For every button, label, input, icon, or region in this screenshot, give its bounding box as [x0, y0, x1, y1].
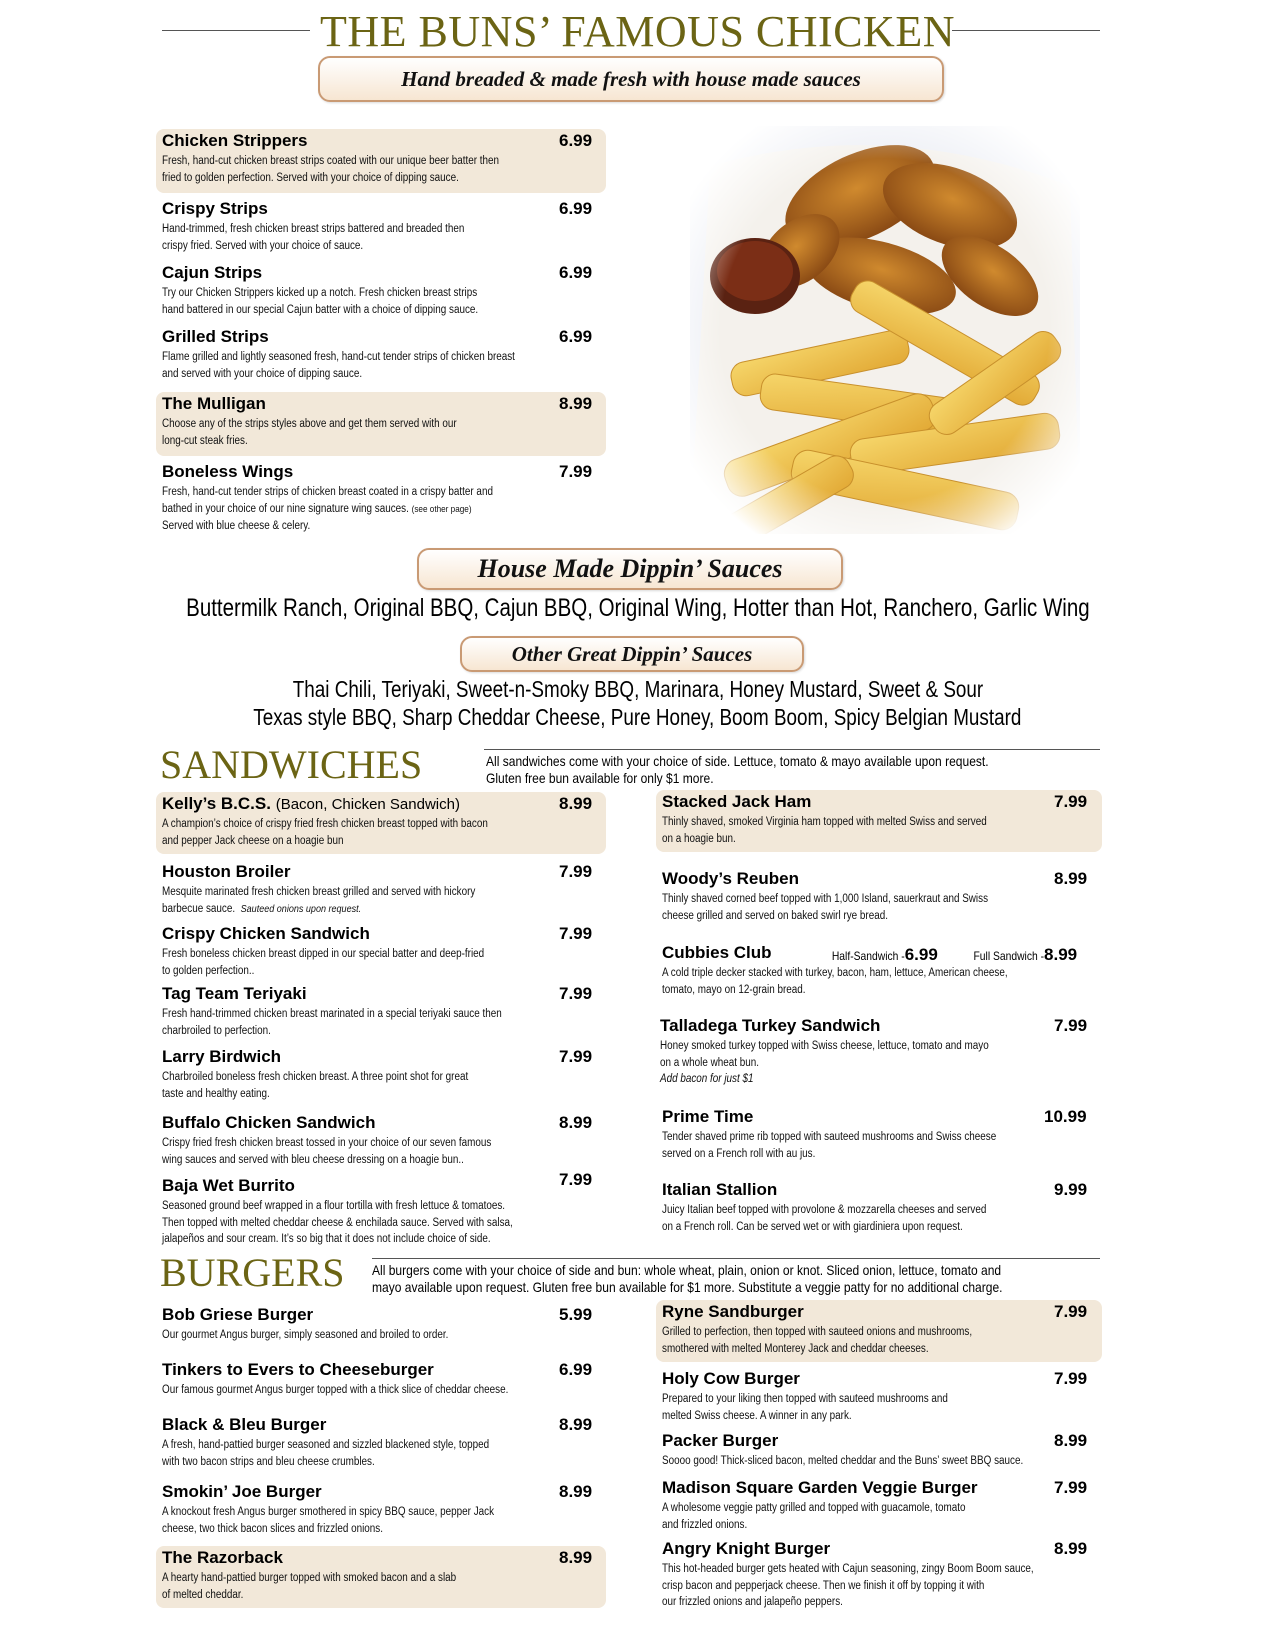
item-description: Our gourmet Angus burger, simply seasoned and broiled to order.: [162, 1329, 449, 1341]
item-name: Madison Square Garden Veggie Burger: [662, 1478, 978, 1497]
item-description: Hand-trimmed, fresh chicken breast strips battered and breaded then crispy fried. Served with your choice of sauce.: [162, 223, 465, 252]
item-name: Prime Time: [662, 1107, 754, 1126]
menu-item-woodys-reuben: [656, 867, 1102, 925]
house-sauces-banner: [417, 548, 843, 590]
menu-item-the-mulligan: [156, 392, 606, 456]
item-price: 6.99: [559, 1360, 593, 1379]
item-description: This hot-headed burger gets heated with Cajun seasoning, zingy Boom Boom sauce, crisp bacon and pepperjack cheese. Then we finish it off by topping it with our frizzled onions and jalapeño peppers.: [662, 1563, 1034, 1608]
item-description: Prepared to your liking then topped with sauteed mushrooms and melted Swiss cheese. A winner in any park.: [662, 1393, 948, 1422]
item-description: Juicy Italian beef topped with provolone & mozzarella cheeses and served on a French roll. Can be served wet or with giardiniera upon request.: [662, 1204, 987, 1233]
item-description: Thinly shaved, smoked Virginia ham topped with melted Swiss and served on a hoagie bun.: [662, 816, 987, 845]
item-price: 7.99: [559, 862, 593, 881]
menu-item-cajun-strips: [156, 261, 606, 321]
item-price: 7.99: [1054, 1369, 1088, 1388]
item-price: 5.99: [559, 1305, 593, 1324]
item-description: A knockout fresh Angus burger smothered in spicy BBQ sauce, pepper Jack cheese, two thick bacon slices and frizzled onions.: [162, 1506, 495, 1535]
item-name: Tinkers to Evers to Cheeseburger: [162, 1360, 434, 1379]
item-description: Seasoned ground beef wrapped in a flour tortilla with fresh lettuce & tomatoes. Then topped with melted cheddar cheese & enchilada sauce. Served with salsa, jalapeños and sour cream. It’s so big that it does not include choice of side.: [162, 1200, 513, 1245]
other-sauces-title: Other Great Dippin’ Sauces: [511, 642, 753, 666]
menu-item-larry-birdwich: [156, 1045, 606, 1103]
burgers-rule: [372, 1258, 1100, 1259]
menu-item-black-bleu-burger: [156, 1413, 606, 1471]
item-name: Kelly’s B.C.S. (Bacon, Chicken Sandwich): [162, 794, 460, 813]
item-name: The Razorback: [162, 1548, 283, 1567]
item-description: Try our Chicken Strippers kicked up a notch. Fresh chicken breast strips hand battered in our special Cajun batter with a choice of dipping sauce.: [162, 287, 479, 316]
item-price: 10.99: [1044, 1107, 1087, 1126]
item-price: 8.99: [559, 794, 593, 813]
item-description: Mesquite marinated fresh chicken breast grilled and served with hickory barbecue sauce. Sauteed onions upon request.: [162, 886, 476, 915]
half-sandwich-price: Half-Sandwich -6.99: [831, 945, 938, 964]
item-description: A fresh, hand-pattied burger seasoned and sizzled blackened style, topped with two bacon strips and bleu cheese crumbles.: [162, 1439, 490, 1468]
menu-item-madison-square-garden-veggie-burger: [656, 1476, 1102, 1534]
item-name: Larry Birdwich: [162, 1047, 282, 1066]
item-name: Smokin’ Joe Burger: [162, 1482, 322, 1501]
item-description: Our famous gourmet Angus burger topped with a thick slice of cheddar cheese.: [162, 1384, 509, 1396]
item-description: Crispy fried fresh chicken breast tossed in your choice of our seven famous wing sauces and served with bleu cheese dressing on a hoagie bun..: [162, 1137, 492, 1166]
page-title: THE BUNS’ FAMOUS CHICKEN: [320, 7, 955, 56]
item-price: 8.99: [559, 1548, 593, 1567]
item-price: 9.99: [1054, 1180, 1088, 1199]
item-description: Grilled to perfection, then topped with sauteed onions and mushrooms, smothered with melted Monterey Jack and cheddar cheeses.: [662, 1326, 973, 1355]
item-name: Packer Burger: [662, 1431, 779, 1450]
item-name: The Mulligan: [162, 394, 266, 413]
item-name: Cajun Strips: [162, 263, 263, 282]
item-price: 7.99: [559, 462, 593, 481]
item-description: Charbroiled boneless fresh chicken breast. A three point shot for great taste and healthy eating.: [162, 1071, 469, 1100]
menu-item-cubbies-club: [656, 941, 1102, 999]
menu-item-boneless-wings: [156, 460, 606, 536]
house-sauces-list: Buttermilk Ranch, Original BBQ, Cajun BBQ, Original Wing, Hotter than Hot, Ranchero, Garlic Wing: [185, 594, 1090, 622]
item-description: A cold triple decker stacked with turkey, bacon, ham, lettuce, American cheese, tomato, mayo on 12-grain bread.: [662, 967, 1008, 996]
item-name: Tag Team Teriyaki: [162, 984, 307, 1003]
menu-item-baja-wet-burrito: [156, 1170, 606, 1250]
item-name: Black & Bleu Burger: [162, 1415, 327, 1434]
item-description: Fresh, hand-cut chicken breast strips coated with our unique beer batter then fried to golden perfection. Served with your choice of dipping sauce.: [162, 155, 499, 184]
burgers-note: All burgers come with your choice of side and bun: whole wheat, plain, onion or knot. Sliced onion, lettuce, tomato and mayo available upon request. Gluten free bun available for $1 more. Substitute a veggie patty for no additional charge.: [372, 1262, 1003, 1295]
item-price: 8.99: [559, 1482, 593, 1501]
item-description: Honey smoked turkey topped with Swiss cheese, lettuce, tomato and mayo on a whole wheat bun. Add bacon for just $1: [660, 1040, 989, 1085]
item-price: 7.99: [559, 1047, 593, 1066]
menu-item-holy-cow-burger: [656, 1367, 1102, 1425]
item-name: Crispy Strips: [162, 199, 268, 218]
item-price: 7.99: [559, 1170, 593, 1189]
item-name: Buffalo Chicken Sandwich: [162, 1113, 376, 1132]
item-price: 8.99: [559, 1113, 593, 1132]
menu-item-tinkers-cheeseburger: [156, 1358, 606, 1402]
menu-item-italian-stallion: [656, 1178, 1102, 1236]
item-price: 6.99: [559, 263, 593, 282]
item-name: Cubbies Club: [662, 943, 772, 962]
menu-item-ryne-sandburger: [656, 1300, 1102, 1362]
item-description: Choose any of the strips styles above and get them served with our long-cut steak fries.: [162, 418, 457, 447]
item-name: Italian Stallion: [662, 1180, 778, 1199]
other-sauces-list-2: Texas style BBQ, Sharp Cheddar Cheese, Pure Honey, Boom Boom, Spicy Belgian Mustard: [253, 704, 1022, 730]
menu-item-smokin-joe-burger: [156, 1480, 606, 1538]
item-price: 6.99: [559, 327, 593, 346]
item-description: Soooo good! Thick-sliced bacon, melted cheddar and the Buns’ sweet BBQ sauce.: [662, 1455, 1024, 1467]
menu-item-crispy-strips: [156, 197, 606, 257]
item-name: Grilled Strips: [162, 327, 269, 346]
item-price: 6.99: [559, 131, 593, 150]
item-name: Stacked Jack Ham: [662, 792, 812, 811]
sandwiches-title: SANDWICHES: [160, 742, 423, 787]
item-name: Bob Griese Burger: [162, 1305, 314, 1324]
item-description: Fresh boneless chicken breast dipped in our special batter and deep-fried to golden perfection..: [162, 948, 485, 977]
item-price: 8.99: [1054, 1431, 1088, 1450]
item-price: 8.99: [1054, 869, 1088, 888]
menu-item-stacked-jack-ham: [656, 790, 1102, 852]
item-name: Crispy Chicken Sandwich: [162, 924, 370, 943]
other-sauces-banner: [460, 636, 804, 672]
item-price: 8.99: [559, 1415, 593, 1434]
item-description: Flame grilled and lightly seasoned fresh, hand-cut tender strips of chicken breast and served with your choice of dipping sauce.: [162, 351, 515, 380]
menu-item-angry-knight-burger: [656, 1537, 1102, 1613]
tagline-banner: [318, 56, 944, 102]
item-description: Fresh hand-trimmed chicken breast marinated in a special teriyaki sauce then charbroiled to perfection.: [162, 1008, 502, 1037]
item-description: A wholesome veggie patty grilled and topped with guacamole, tomato and frizzled onions.: [662, 1502, 966, 1531]
menu-item-the-razorback: [156, 1546, 606, 1608]
item-name: Baja Wet Burrito: [162, 1176, 295, 1195]
menu-item-chicken-strippers: [156, 129, 606, 193]
item-name: Angry Knight Burger: [662, 1539, 831, 1558]
menu-item-packer-burger: [656, 1429, 1102, 1473]
item-name: Woody’s Reuben: [662, 869, 799, 888]
item-name: Houston Broiler: [162, 862, 291, 881]
item-description: Fresh, hand-cut tender strips of chicken breast coated in a crispy batter and bathed in your choice of our nine signature wing sauces. (see other page) Served with blue cheese & celery.: [162, 486, 493, 532]
house-sauces-title: House Made Dippin’ Sauces: [477, 554, 783, 583]
sandwiches-note: All sandwiches come with your choice of side. Lettuce, tomato & mayo available upon request. Gluten free bun available for only $1 more.: [486, 753, 989, 786]
sandwiches-rule: [484, 749, 1100, 750]
item-name: Holy Cow Burger: [662, 1369, 800, 1388]
item-price: 7.99: [1054, 1302, 1088, 1321]
item-price: 6.99: [559, 199, 593, 218]
menu-item-kellys-bcs: [156, 792, 606, 854]
item-price: 7.99: [1054, 1016, 1088, 1035]
tagline-text: Hand breaded & made fresh with house made sauces: [401, 67, 861, 91]
item-description: A champion’s choice of crispy fried fresh chicken breast topped with bacon and pepper Jack cheese on a hoagie bun: [162, 818, 488, 847]
menu-item-grilled-strips: [156, 325, 606, 385]
menu-item-talladega-turkey-sandwich: [654, 1014, 1102, 1090]
menu-item-bob-griese-burger: [156, 1303, 606, 1347]
item-description: A hearty hand-pattied burger topped with smoked bacon and a slab of melted cheddar.: [162, 1572, 457, 1601]
item-price: 7.99: [1054, 1478, 1088, 1497]
item-price: 7.99: [559, 984, 593, 1003]
item-price: 7.99: [559, 924, 593, 943]
chicken-strips-and-fries-photo: [690, 126, 1080, 534]
item-name: Boneless Wings: [162, 462, 294, 481]
item-price: 7.99: [1054, 792, 1088, 811]
item-description: Thinly shaved corned beef topped with 1,000 Island, sauerkraut and Swiss cheese grilled and served on baked swirl rye bread.: [662, 893, 989, 922]
item-name: Chicken Strippers: [162, 131, 308, 150]
menu-item-prime-time: [656, 1105, 1102, 1163]
other-sauces-list-1: Thai Chili, Teriyaki, Sweet-n-Smoky BBQ, Marinara, Honey Mustard, Sweet & Sour: [292, 676, 983, 702]
full-sandwich-price: Full Sandwich -8.99: [973, 945, 1078, 964]
menu-item-houston-broiler: [156, 860, 606, 918]
menu-item-crispy-chicken-sandwich: [156, 922, 606, 980]
item-price: 8.99: [1054, 1539, 1088, 1558]
menu-item-buffalo-chicken-sandwich: [156, 1111, 606, 1169]
item-name: Talladega Turkey Sandwich: [660, 1016, 881, 1035]
item-price: 8.99: [559, 394, 593, 413]
item-name: Ryne Sandburger: [662, 1302, 804, 1321]
item-description: Tender shaved prime rib topped with sauteed mushrooms and Swiss cheese served on a French roll with au jus.: [662, 1131, 997, 1160]
burgers-title: BURGERS: [160, 1250, 345, 1295]
menu-item-tag-team-teriyaki: [156, 982, 606, 1040]
